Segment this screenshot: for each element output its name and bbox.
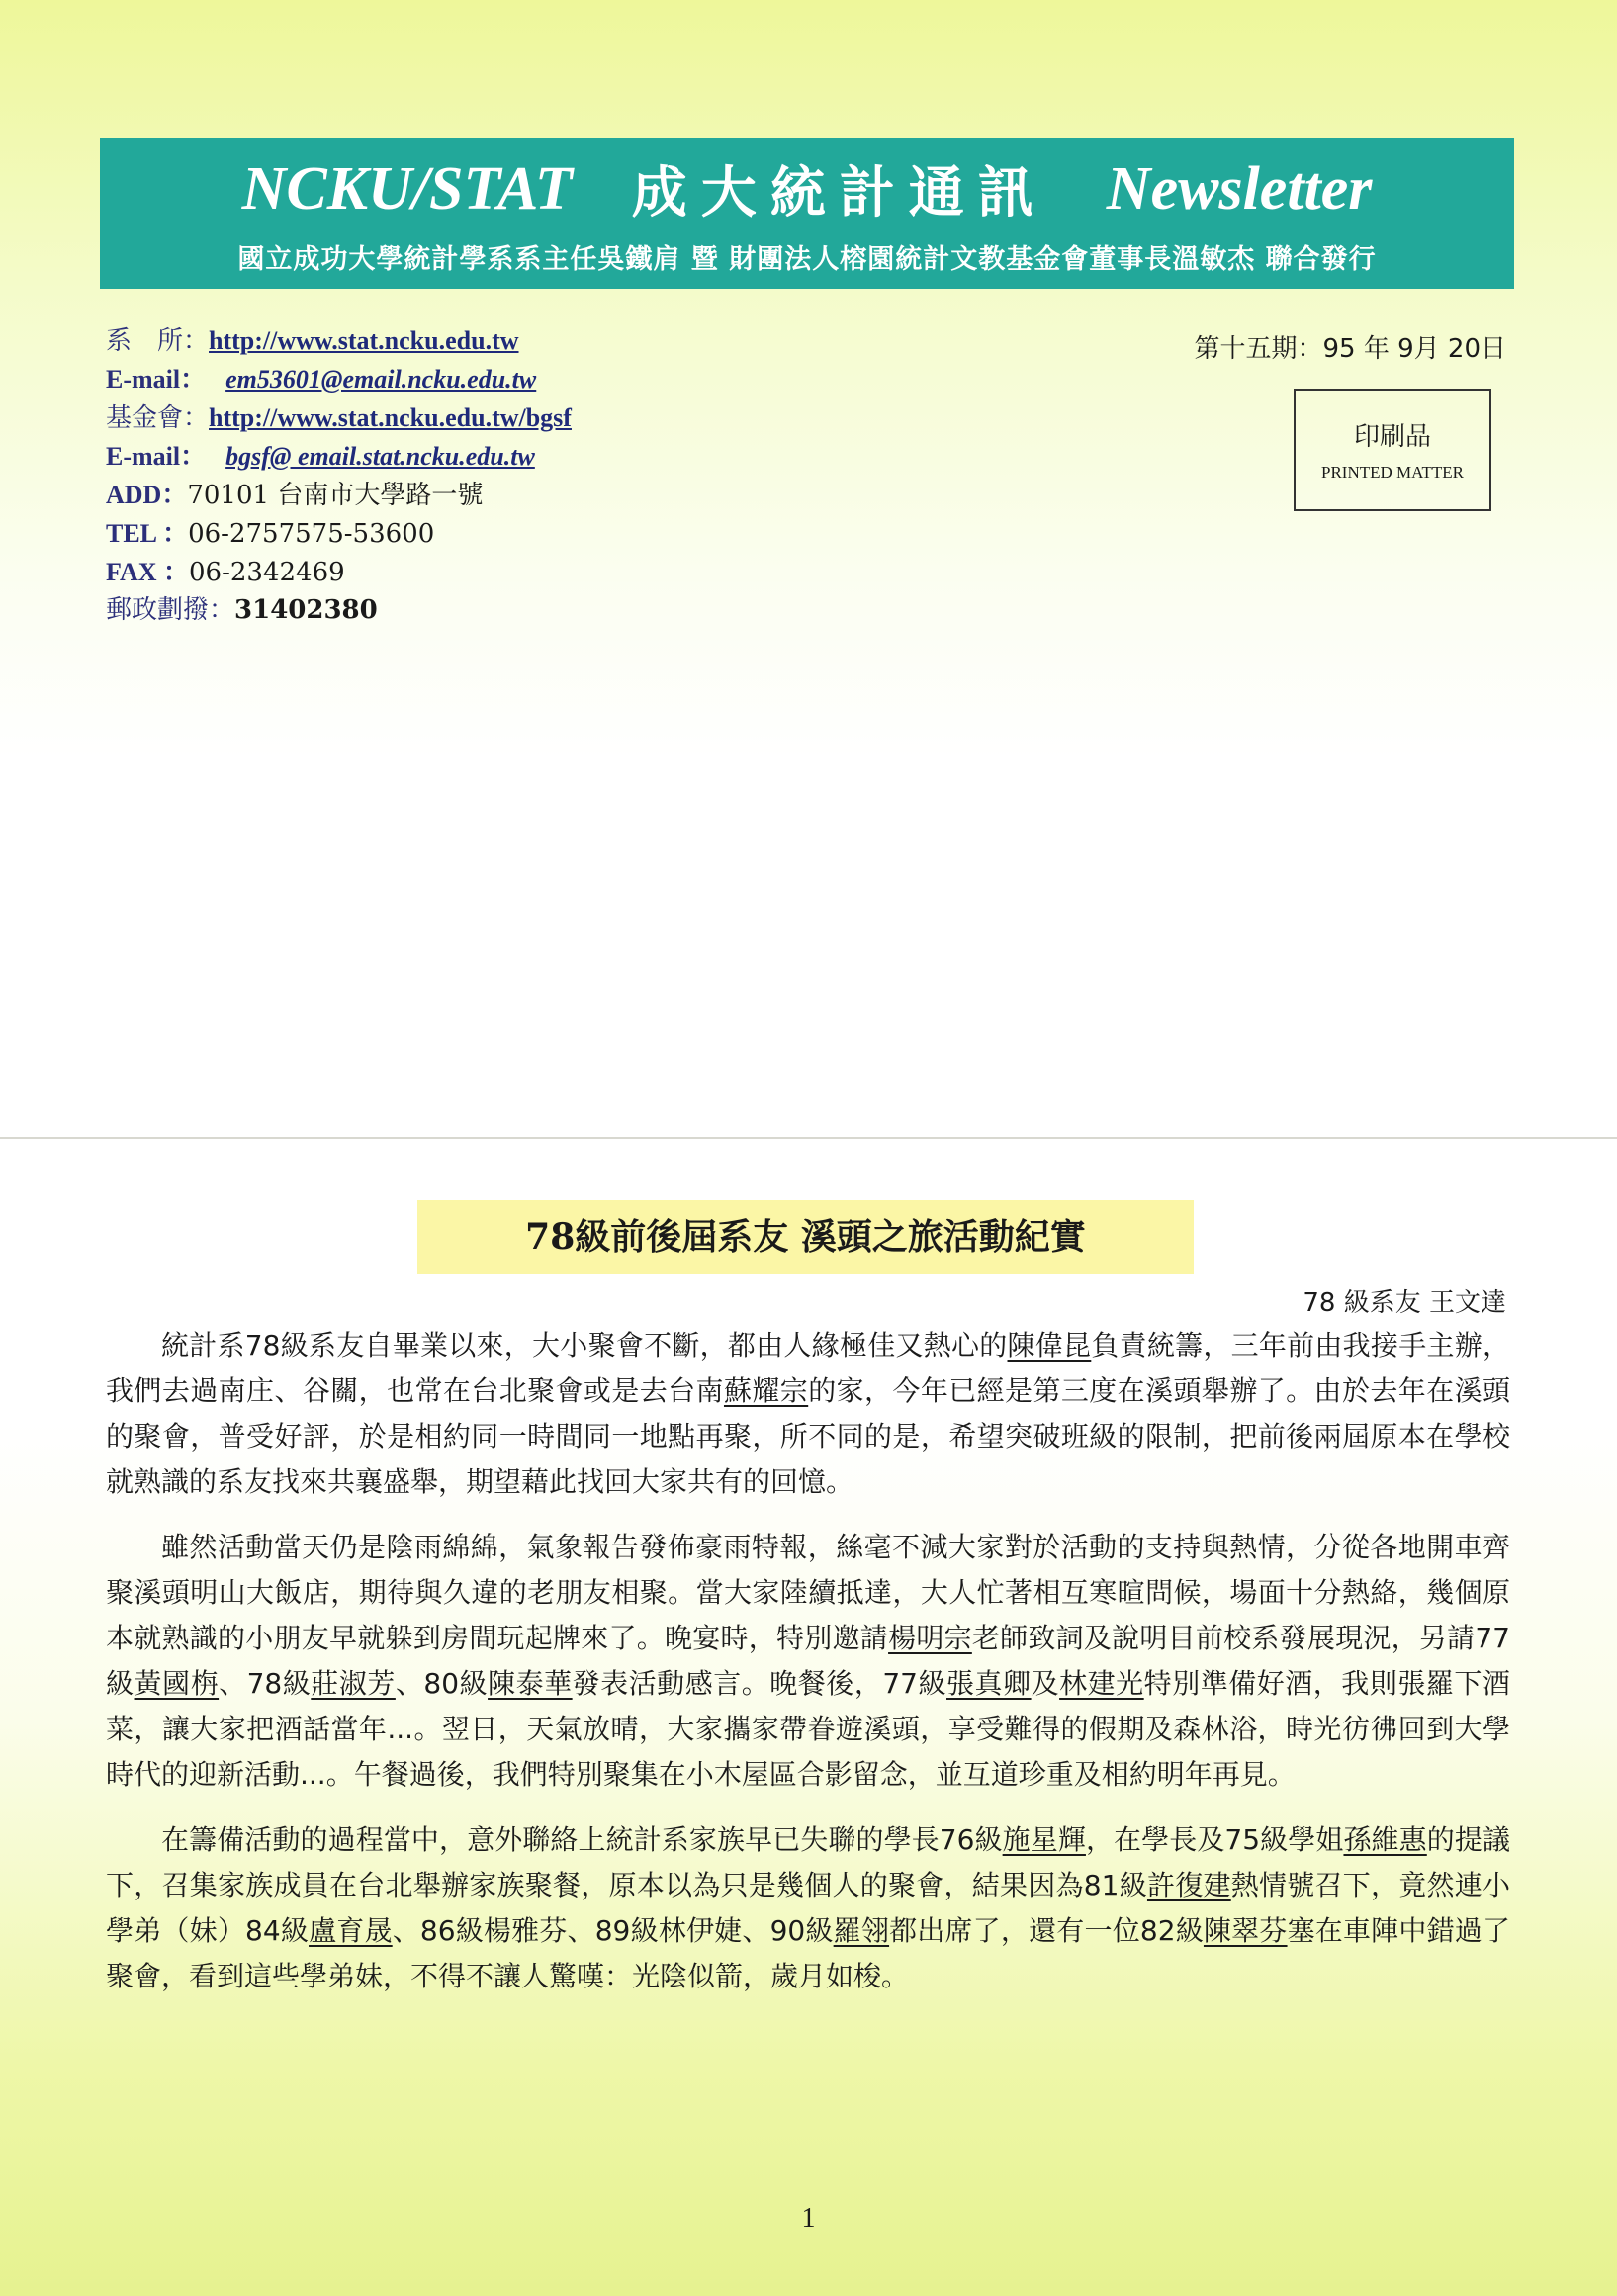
masthead-banner (100, 138, 1514, 289)
page-number: 1 (801, 2203, 816, 2234)
title-chinese: 成大統計通訊 (631, 161, 1047, 225)
article-title: 78級前後屆系友 溪頭之旅活動紀實 (417, 1200, 1194, 1274)
person-name: 蘇耀宗 (723, 1374, 809, 1407)
address-value: 70101 台南市大學路一號 (187, 481, 484, 510)
article-body (106, 1323, 1510, 2019)
masthead-subtitle: 國立成功大學統計學系系主任吳鐵肩 暨 財團法人榕園統計文教基金會董事長溫敏杰 聯合發行 (237, 244, 1377, 275)
paragraph-3: 在籌備活動的過程當中，意外聯絡上統計系家族早已失聯的學長76級施星輝，在學長及75級學姐孫維惠的提議下，召集家族成員在台北舉辦家族聚餐，原本以為只是幾個人的聚會，結果因為81級許復建熱情號召下，竟然連小學弟（妹）84級盧育晟、86級楊雅芬、89級林伊婕、90級羅翎都出席了，還有一位82級陳翠芬塞在車陣中錯過了聚會，看到這些學弟妹，不得不讓人驚嘆：光陰似箭，歲月如梭。 (106, 1823, 1510, 1992)
fold-line (0, 1137, 1617, 1139)
person-name: 孫維惠 (1343, 1823, 1427, 1856)
contact-postal-row (106, 591, 572, 630)
foundation-label: 基金會： (106, 403, 210, 433)
dept-label: 系 所： (106, 326, 210, 356)
email2-link[interactable]: bgsf@ email.stat.ncku.edu.tw (225, 442, 535, 471)
postal-value: 31402380 (234, 595, 378, 625)
person-name: 羅翎 (833, 1914, 890, 1947)
person-name: 許復建 (1146, 1869, 1231, 1901)
person-name: 楊明宗 (888, 1622, 972, 1654)
contact-foundation-row (106, 398, 572, 437)
fax-value: 06-2342469 (189, 558, 345, 587)
contact-email1-row (106, 360, 572, 398)
paragraph-1: 統計系78級系友自畢業以來，大小聚會不斷，都由人緣極佳又熱心的陳偉昆負責統籌，三年前由我接手主辦，我們去過南庄、谷關，也常在台北聚會或是去台南蘇耀宗的家，今年已經是第三度在溪頭舉辦了。由於去年在溪頭的聚會，普受好評，於是相約同一時間同一地點再聚，所不同的是，希望突破班級的限制，把前後兩屆原本在學校就熟識的系友找來共襄盛舉，期望藉此找回大家共有的回憶。 (106, 1329, 1510, 1498)
person-name: 張真卿 (946, 1667, 1032, 1700)
contact-email2-row (106, 437, 572, 476)
contact-fax-row (106, 553, 572, 591)
person-name: 黃國栴 (134, 1667, 220, 1700)
foundation-url-link[interactable]: http://www.stat.ncku.edu.tw/bgsf (209, 403, 572, 432)
dept-url-link[interactable]: http://www.stat.ncku.edu.tw (209, 326, 519, 355)
contact-address-row (106, 476, 572, 514)
email1-link[interactable]: em53601@email.ncku.edu.tw (225, 365, 537, 394)
printed-matter-stamp (1294, 389, 1491, 511)
title-newsletter: Newsletter (1106, 154, 1373, 222)
contact-block (106, 321, 572, 630)
person-name: 林建光 (1059, 1667, 1144, 1700)
contact-tel-row (106, 514, 572, 553)
fax-label: FAX ： (106, 558, 190, 586)
issue-date: 第十五期：95 年 9月 20日 (1194, 334, 1506, 364)
title-ncku-stat: NCKU/STAT (241, 154, 573, 222)
person-name: 陳泰華 (488, 1667, 573, 1700)
email2-label: E-mail： (106, 442, 207, 471)
tel-label: TEL ： (106, 519, 189, 548)
masthead-title (100, 146, 1514, 231)
paragraph-2: 雖然活動當天仍是陰雨綿綿，氣象報告發佈豪雨特報，絲毫不減大家對於活動的支持與熱情，分從各地開車齊聚溪頭明山大飯店，期待與久違的老朋友相聚。當大家陸續抵達，大人忙著相互寒暄問候，場面十分熱絡，幾個原本就熟識的小朋友早就躲到房間玩起牌來了。晚宴時，特別邀請楊明宗老師致詞及說明目前校系發展現況，另請77級黃國栴、78級莊淑芳、80級陳泰華發表活動感言。晚餐後，77級張真卿及林建光特別準備好酒，我則張羅下酒菜，讓大家把酒話當年...。翌日，天氣放晴，大家攜家帶眷遊溪頭，享受難得的假期及森林浴，時光彷彿回到大學時代的迎新活動...。午餐過後，我們特別聚集在小木屋區合影留念，並互道珍重及相約明年再見。 (106, 1531, 1510, 1791)
tel-value: 06-2757575-53600 (188, 519, 435, 549)
article-author: 78 級系友 王文達 (1303, 1288, 1506, 1318)
person-name: 陳翠芬 (1203, 1914, 1288, 1947)
printed-matter-en: PRINTED MATTER (1320, 463, 1465, 482)
person-name: 盧育晟 (309, 1914, 393, 1947)
email1-label: E-mail： (106, 365, 207, 394)
address-label: ADD： (106, 481, 188, 509)
contact-dept-row (106, 321, 572, 360)
person-name: 施星輝 (1002, 1823, 1086, 1856)
person-name: 莊淑芳 (311, 1667, 396, 1700)
postal-label: 郵政劃撥： (106, 595, 235, 625)
person-name: 陳偉昆 (1007, 1329, 1092, 1362)
printed-matter-zh: 印刷品 (1353, 422, 1431, 452)
